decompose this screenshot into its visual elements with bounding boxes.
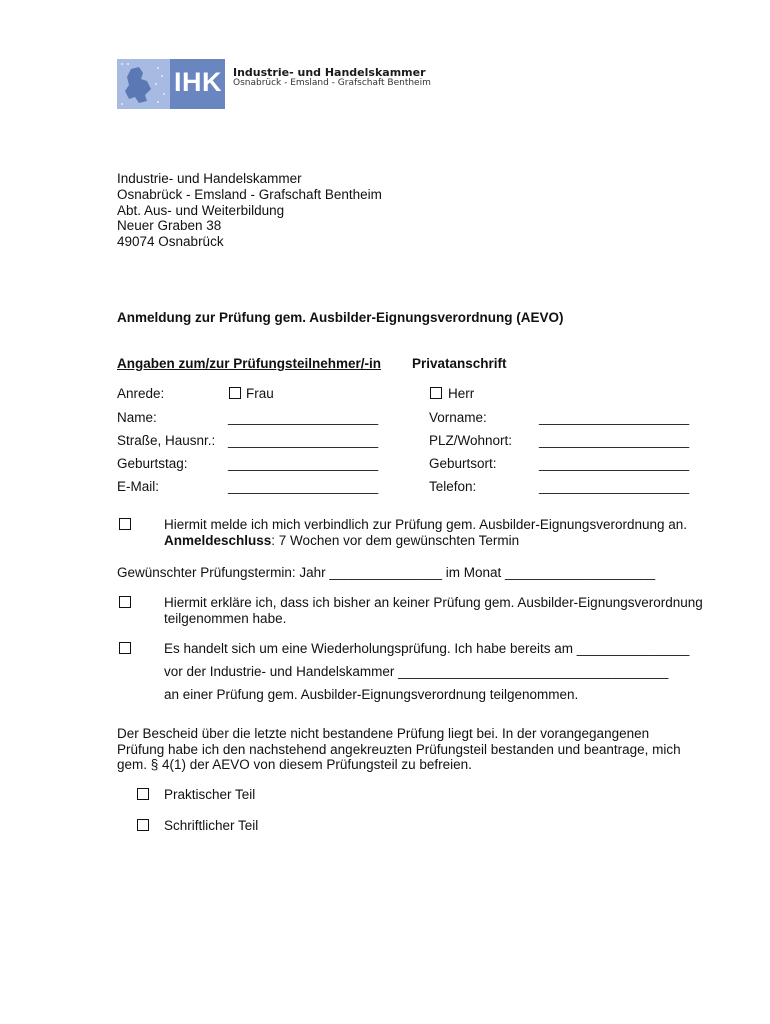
participant-heading: Angaben zum/zur Prüfungsteilnehmer/-in: [117, 356, 382, 371]
deadline-label: Anmeldeschluss: [164, 533, 272, 548]
street-label: Straße, Hausnr.:: [117, 433, 216, 448]
registration-checkbox[interactable]: [119, 518, 131, 530]
logo-subtitle: Osnabrück - Emsland - Grafschaft Bentheim: [233, 78, 431, 88]
address-line-4: Neuer Graben 38: [117, 218, 222, 233]
address-line-1: Industrie- und Handelskammer: [117, 171, 302, 186]
exam-date-line[interactable]: Gewünschter Prüfungstermin: Jahr _______________ im Monat ____________________: [117, 565, 656, 580]
written-checkbox[interactable]: [137, 819, 149, 831]
notice-line-2: Prüfung habe ich den nachstehend angekreuzten Prüfungsteil bestanden und beantrage, mich: [117, 742, 681, 757]
declaration-line-1: Hiermit erkläre ich, dass ich bisher an keiner Prüfung gem. Ausbilder-Eignungsverordnung: [164, 595, 703, 610]
practical-checkbox[interactable]: [137, 788, 149, 800]
birthdate-field[interactable]: ____________________: [228, 456, 379, 471]
private-address-heading: Privatanschrift: [412, 356, 507, 371]
name-label: Name:: [117, 410, 157, 425]
registration-text: Hiermit melde ich mich verbindlich zur Prüfung gem. Ausbilder-Eignungsverordnung an.: [164, 517, 688, 532]
phone-label: Telefon:: [429, 479, 477, 494]
map-icon: [117, 59, 170, 109]
frau-label: Frau: [246, 386, 274, 401]
plz-field[interactable]: ____________________: [539, 433, 690, 448]
vorname-label: Vorname:: [429, 410, 487, 425]
birthdate-label: Geburtstag:: [117, 456, 188, 471]
logo-mark: IHK: [174, 67, 222, 97]
vorname-field[interactable]: ____________________: [539, 410, 690, 425]
street-field[interactable]: ____________________: [228, 433, 379, 448]
practical-label: Praktischer Teil: [164, 787, 256, 802]
email-label: E-Mail:: [117, 479, 160, 494]
birthplace-label: Geburtsort:: [429, 456, 497, 471]
notice-line-1: Der Bescheid über die letzte nicht bestandene Prüfung liegt bei. In der vorangegangenen: [117, 726, 650, 741]
ihk-logo: [117, 59, 225, 109]
repeat-line-2[interactable]: vor der Industrie- und Handelskammer ____________________________________: [164, 664, 669, 679]
frau-checkbox[interactable]: [229, 387, 241, 399]
deadline-text: : 7 Wochen vor dem gewünschten Termin: [271, 533, 520, 548]
address-line-5: 49074 Osnabrück: [117, 234, 224, 249]
phone-field[interactable]: ____________________: [539, 479, 690, 494]
form-title: Anmeldung zur Prüfung gem. Ausbilder-Eignungsverordnung (AEVO): [117, 310, 564, 325]
address-line-3: Abt. Aus- und Weiterbildung: [117, 203, 285, 218]
repeat-line-3: an einer Prüfung gem. Ausbilder-Eignungsverordnung teilgenommen.: [164, 687, 579, 702]
birthplace-field[interactable]: ____________________: [539, 456, 690, 471]
logo-name: Industrie- und Handelskammer: [233, 66, 426, 79]
herr-checkbox[interactable]: [430, 387, 442, 399]
repeat-checkbox[interactable]: [119, 642, 131, 654]
notice-line-3: gem. § 4(1) der AEVO von diesem Prüfungsteil zu befreien.: [117, 757, 472, 772]
plz-label: PLZ/Wohnort:: [429, 433, 513, 448]
anrede-label: Anrede:: [117, 386, 165, 401]
declaration-line-2: teilgenommen habe.: [164, 611, 287, 626]
declaration-checkbox[interactable]: [119, 596, 131, 608]
deadline-line: [164, 533, 519, 549]
repeat-line-1[interactable]: Es handelt sich um eine Wiederholungsprüfung. Ich habe bereits am _______________: [164, 641, 690, 656]
email-field[interactable]: ____________________: [228, 479, 379, 494]
written-label: Schriftlicher Teil: [164, 818, 259, 833]
name-field[interactable]: ____________________: [228, 410, 379, 425]
herr-label: Herr: [448, 386, 475, 401]
address-line-2: Osnabrück - Emsland - Grafschaft Bentheim: [117, 187, 382, 202]
